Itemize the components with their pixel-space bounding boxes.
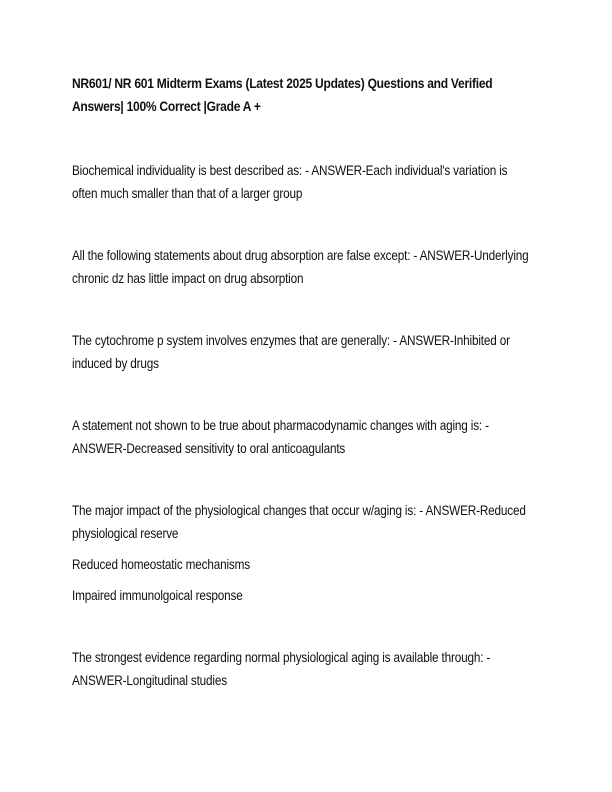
- document-title: NR601/ NR 601 Midterm Exams (Latest 2025 Updates) Questions and Verified Answers| 100% Correct |Grade A +: [72, 75, 493, 114]
- qa-item-5: [72, 499, 530, 607]
- qa-text: The cytochrome p system involves enzymes that are generally: - ANSWER-Inhibited or induced by drugs: [72, 332, 510, 371]
- qa-item-2: [72, 244, 530, 290]
- qa-text: The major impact of the physiological changes that occur w/aging is: - ANSWER-Reduced physiological reserve: [72, 502, 526, 541]
- qa-extra-line: Impaired immunolgoical response: [72, 587, 243, 603]
- qa-text: Biochemical individuality is best described as: - ANSWER-Each individual's variation is often much smaller than that of a larger group: [72, 162, 508, 201]
- qa-item-6: [72, 646, 530, 692]
- qa-extra-line: Reduced homeostatic mechanisms: [72, 556, 250, 572]
- qa-text: A statement not shown to be true about pharmacodynamic changes with aging is: - ANSWER-Decreased sensitivity to oral anticoagulants: [72, 417, 489, 456]
- qa-item-4: [72, 414, 530, 460]
- qa-item-3: [72, 329, 530, 375]
- qa-text: All the following statements about drug absorption are false except: - ANSWER-Underlying chronic dz has little impact on drug absorption: [72, 247, 529, 286]
- qa-item-1: [72, 159, 530, 205]
- qa-text: The strongest evidence regarding normal physiological aging is available through: - ANSWER-Longitudinal studies: [72, 649, 491, 688]
